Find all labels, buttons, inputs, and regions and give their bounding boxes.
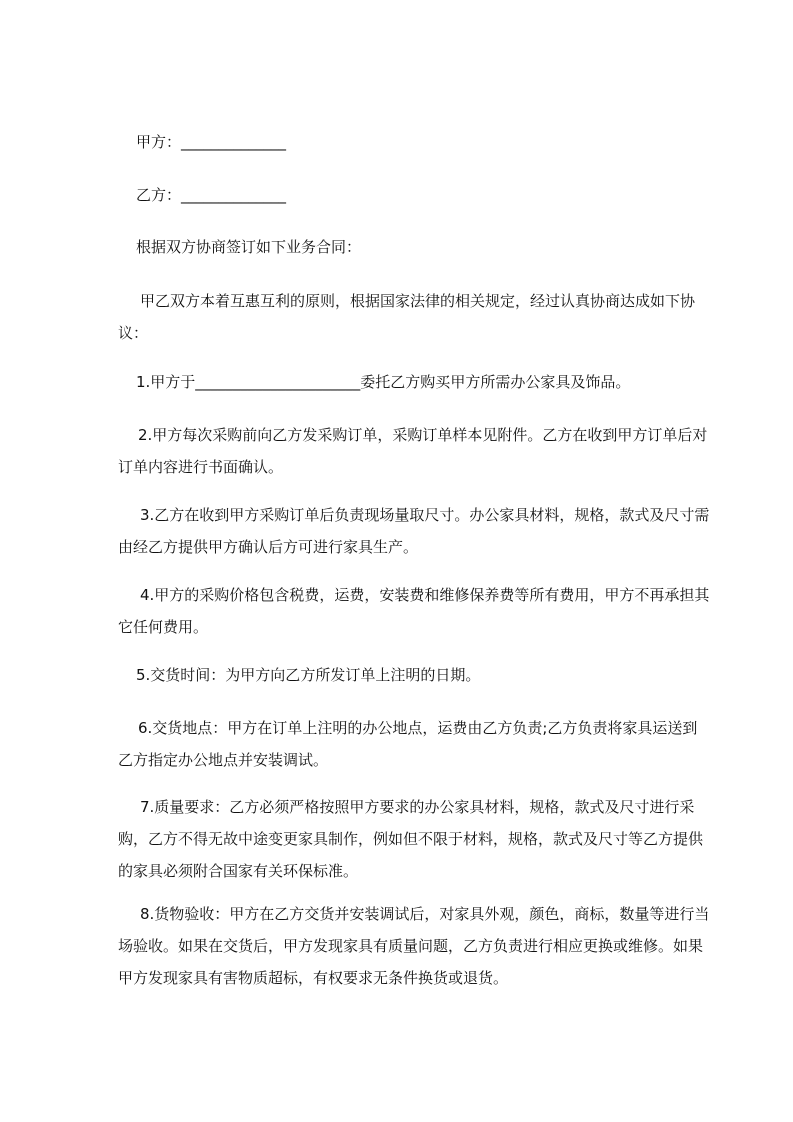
clause-2 bbox=[118, 419, 710, 483]
party-b-line: 乙方：______________ bbox=[136, 186, 287, 204]
clause-text: 2.甲方每次采购前向乙方发采购订单，采购订单样本见附件。乙方在收到甲方订单后对订单内容进行书面确认。 bbox=[118, 426, 708, 476]
clause-7 bbox=[118, 791, 710, 887]
clause-text: 4.甲方的采购价格包含税费，运费，安装费和维修保养费等所有费用，甲方不再承担其它任何费用。 bbox=[118, 586, 710, 636]
clause-text: 7.质量要求：乙方必须严格按照甲方要求的办公家具材料，规格，款式及尺寸进行采购，乙方不得无故中途变更家具制作，例如但不限于材料，规格，款式及尺寸等乙方提供的家具必须附合国家有关环保标准。 bbox=[118, 798, 704, 880]
clause-4 bbox=[118, 579, 710, 643]
clause-8 bbox=[118, 898, 710, 994]
clause-text: 5.交货时间：为甲方向乙方所发订单上注明的日期。 bbox=[136, 666, 481, 684]
party-a-line: 甲方：______________ bbox=[136, 133, 287, 151]
clause-5 bbox=[118, 659, 710, 691]
clause-text: 1.甲方于______________________委托乙方购买甲方所需办公家具及饰品。 bbox=[136, 373, 631, 391]
clause-text: 3.乙方在收到甲方采购订单后负责现场量取尺寸。办公家具材料，规格，款式及尺寸需由经乙方提供甲方确认后方可进行家具生产。 bbox=[118, 506, 710, 556]
clause-3 bbox=[118, 499, 710, 563]
clause-text: 8.货物验收：甲方在乙方交货并安装调试后，对家具外观，颜色，商标，数量等进行当场验收。如果在交货后，甲方发现家具有质量问题，乙方负责进行相应更换或维修。如果甲方发现家具有害物质超标，有权要求无条件换货或退货。 bbox=[118, 905, 710, 987]
intro-line: 根据双方协商签订如下业务合同： bbox=[136, 238, 362, 256]
clause-text: 6.交货地点：甲方在订单上注明的办公地点，运费由乙方负责;乙方负责将家具运送到乙方指定办公地点并安装调试。 bbox=[118, 719, 698, 769]
clause-6 bbox=[118, 712, 710, 776]
preamble-text: 甲乙双方本着互惠互利的原则，根据国家法律的相关规定，经过认真协商达成如下协议： bbox=[118, 292, 696, 342]
preamble-paragraph bbox=[118, 285, 710, 349]
clause-1 bbox=[118, 366, 710, 398]
